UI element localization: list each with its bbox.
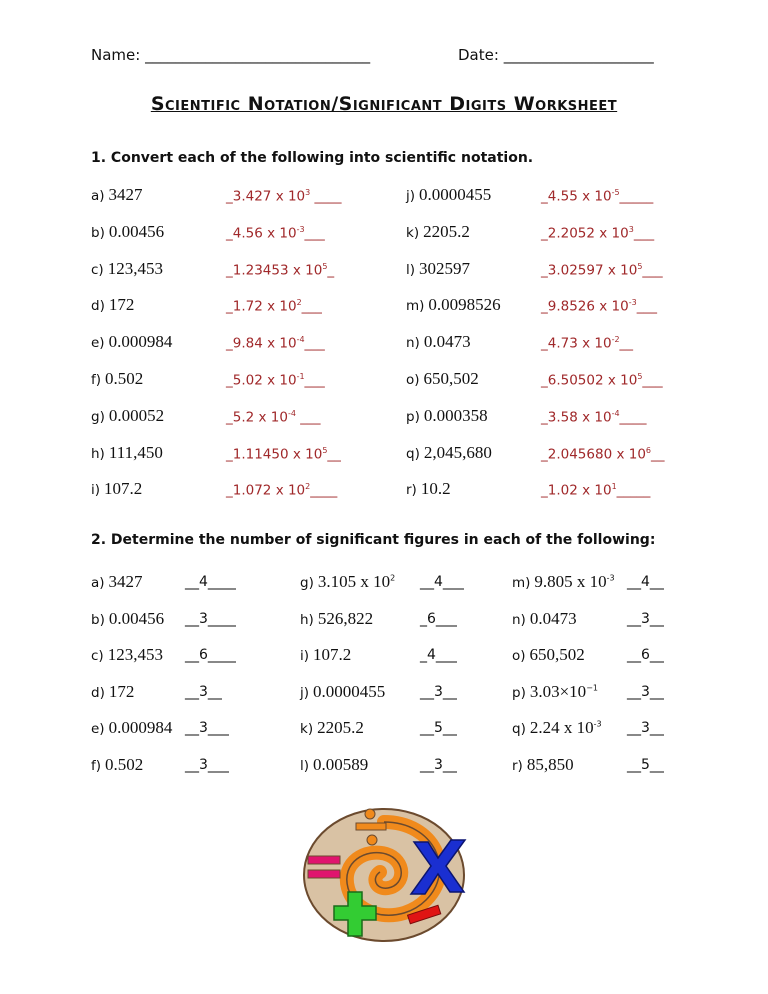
answer-tail: __ [651,446,665,463]
answer-exponent: 3 [628,224,634,234]
answer-base: _6.50502 x 10 [541,372,638,389]
item-label: n) [406,335,420,352]
answer-scientific [226,262,334,279]
answer-base: _5.2 x 10 [226,409,288,426]
convert-item [406,185,491,205]
name-label: Name: [91,46,141,64]
item-number: 0.0098526 [428,295,501,315]
item-number: 0.0473 [423,332,471,352]
item-number: 526,822 [317,608,374,628]
answer-sigfigs: __3__ [420,757,457,773]
answer-base: _9.8526 x 10 [541,298,629,315]
item-exponent: 2 [390,573,396,583]
convert-item [91,406,164,426]
answer-exponent: -1 [296,372,305,381]
answer-exponent: 5 [322,261,328,271]
item-label: a) [91,575,105,591]
item-number: 0.0473 [529,608,577,628]
answer-scientific [226,446,341,463]
item-number: 0.00456 [108,221,165,241]
convert-item [91,369,143,389]
item-label: h) [91,445,105,462]
math-symbols-swirl-icon [296,800,476,945]
answer-exponent: -4 [611,408,620,418]
convert-item [91,295,134,315]
item-label: i) [91,482,101,499]
answer-scientific [226,298,322,315]
item-label: d) [91,684,105,701]
sigfig-item [300,718,364,738]
answer-exponent: 2 [296,298,302,308]
date-field [458,46,654,64]
name-field [91,46,370,64]
convert-item [91,185,143,205]
answer-tail: _ [327,262,335,279]
convert-item [406,443,492,463]
answer-tail: __ [327,446,341,463]
answer-tail: ___ [304,225,325,242]
answer-tail: ___ [301,298,322,315]
answer-tail: ___ [295,409,321,426]
item-label: o) [406,372,420,388]
date-label: Date: [458,46,499,64]
item-number: 0.00052 [108,405,165,425]
item-number: 3427 [108,572,143,591]
item-label: b) [91,224,105,241]
item-label: k) [406,224,420,241]
sigfig-item [91,755,143,775]
item-label: o) [512,648,526,665]
answer-sigfigs: __3____ [185,610,236,627]
sigfig-item [300,755,368,775]
item-label: m) [512,575,531,591]
answer-base: _1.23453 x 10 [226,262,323,279]
item-number: 107.2 [104,479,143,499]
answer-exponent: 3 [305,188,311,197]
item-number: 0.00456 [108,608,165,628]
sigfig-item [512,645,585,665]
item-number: 3.03×10 [529,681,587,701]
item-number: 0.502 [105,369,144,388]
item-number: 302597 [419,258,471,278]
answer-sigfigs: __3__ [627,683,664,700]
answer-base: _4.55 x 10 [541,188,612,205]
answer-scientific [541,482,650,499]
item-label: j) [300,684,310,701]
convert-item [406,406,488,426]
answer-sigfigs: __4__ [627,574,664,590]
answer-base: _2.2052 x 10 [541,225,629,242]
item-label: j) [406,188,416,204]
sigfig-item [91,718,172,738]
answer-base: _3.02597 x 10 [541,262,638,279]
item-number: 2.24 x 10 [529,718,594,738]
item-label: f) [91,372,102,388]
item-label: e) [91,335,105,352]
item-number: 111,450 [108,442,163,462]
answer-tail: ___ [633,225,655,242]
item-label: r) [512,758,523,774]
item-label: i) [300,648,310,665]
answer-base: _3.58 x 10 [541,409,612,426]
sigfig-item [91,682,134,702]
sigfig-item [91,572,143,592]
answer-tail: __ [619,335,634,352]
item-number: 123,453 [107,645,163,665]
item-number: 2205.2 [423,221,470,241]
answer-base: _4.56 x 10 [226,225,297,242]
answer-scientific [541,298,657,315]
convert-item [406,222,470,242]
answer-sigfigs: __3__ [627,610,664,627]
sigfig-item [91,645,163,665]
answer-tail: ___ [304,335,325,352]
sigfig-item [512,718,602,738]
answer-base: _1.02 x 10 [541,482,612,499]
answer-exponent: 1 [611,482,617,492]
item-label: g) [91,408,105,425]
answer-base: _1.11450 x 10 [226,446,323,463]
answer-base: _3.427 x 10 [226,188,306,205]
convert-item [406,479,451,499]
item-label: h) [300,611,314,628]
answer-exponent: -3 [628,298,637,308]
sigfig-item [512,755,574,775]
answer-sigfigs: __5__ [420,720,457,737]
answer-base: _4.73 x 10 [541,335,612,352]
convert-item [406,332,471,352]
item-number: 85,850 [526,755,574,774]
convert-item [91,443,163,463]
answer-sigfigs: __3___ [185,757,229,773]
item-label: c) [91,261,104,278]
item-number: 0.000358 [423,405,488,425]
item-number: 123,453 [107,258,163,278]
answer-sigfigs: __3__ [420,683,457,700]
item-label: r) [406,482,417,499]
section2-heading: 2. Determine the number of significant figures in each of the following: [91,532,656,548]
answer-sigfigs: _6___ [420,610,457,627]
answer-scientific [226,482,337,499]
answer-tail: ____ [310,188,342,205]
item-exponent: -3 [606,573,615,583]
answer-scientific [541,225,654,242]
answer-exponent: -2 [611,335,620,345]
item-number: 107.2 [313,645,352,665]
sigfig-item [91,609,164,629]
answer-sigfigs: __4___ [420,574,464,590]
answer-tail: ____ [310,482,338,499]
answer-exponent: -3 [296,224,305,234]
answer-exponent: -5 [611,188,620,197]
answer-tail: _____ [616,482,651,499]
answer-scientific [226,335,325,352]
answer-scientific [541,446,665,463]
item-number: 3427 [108,185,143,204]
answer-sigfigs: __3___ [185,720,229,737]
convert-item [91,332,172,352]
item-label: p) [512,684,526,701]
answer-exponent: -4 [296,335,305,345]
item-label: f) [91,758,102,774]
item-label: l) [406,261,416,278]
convert-item [91,259,163,279]
item-number: 10.2 [420,479,451,499]
convert-item [91,222,164,242]
answer-tail: ____ [619,409,647,426]
answer-sigfigs: __5__ [627,757,664,773]
answer-sigfigs: _4___ [420,647,457,664]
answer-exponent: 5 [637,261,643,271]
convert-item [91,479,142,499]
item-exponent: -3 [593,720,602,730]
item-number: 3.105 x 10 [317,572,391,591]
sigfig-item [512,609,577,629]
sigfig-item [300,682,385,702]
answer-scientific [541,409,647,426]
item-number: 0.00589 [313,755,369,774]
item-label: n) [512,611,526,628]
item-label: q) [512,721,526,738]
answer-scientific [226,188,342,205]
sigfig-item [512,682,598,702]
item-label: k) [300,721,314,738]
item-number: 0.0000455 [313,681,386,701]
answer-scientific [541,335,633,352]
answer-scientific [541,188,653,205]
answer-sigfigs: __3__ [185,683,222,700]
sigfig-item [300,609,373,629]
answer-sigfigs: __4____ [185,574,236,590]
item-number: 2205.2 [317,718,364,738]
answer-tail: ___ [636,298,657,315]
item-label: a) [91,188,105,204]
answer-scientific [226,409,321,426]
item-number: 650,502 [423,369,479,388]
item-label: g) [300,575,314,591]
answer-exponent: 2 [305,482,311,492]
item-number: 0.000984 [108,332,173,352]
answer-scientific [541,262,663,279]
name-line: ______________________________ [145,46,371,64]
item-label: m) [406,298,425,315]
item-number: 172 [108,295,135,315]
answer-base: _2.045680 x 10 [541,446,646,463]
convert-item [406,369,479,389]
answer-base: _1.072 x 10 [226,482,306,499]
answer-base: _9.84 x 10 [226,335,297,352]
item-number: 0.0000455 [419,185,492,204]
item-label: p) [406,408,420,425]
answer-sigfigs: __3__ [627,720,664,737]
section1-heading: 1. Convert each of the following into scientific notation. [91,150,534,166]
answer-tail: ___ [642,262,663,279]
item-exponent: −1 [586,683,598,693]
item-label: c) [91,648,104,665]
item-number: 172 [108,681,135,701]
answer-base: _1.72 x 10 [226,298,297,315]
sigfig-item [300,572,395,592]
convert-item [406,259,470,279]
answer-exponent: 5 [322,445,328,455]
answer-exponent: -4 [287,408,296,418]
item-number: 9.805 x 10 [534,572,607,591]
item-number: 0.502 [105,755,144,774]
answer-tail: _____ [619,188,654,205]
date-line: ____________________ [503,46,654,64]
answer-sigfigs: __6____ [185,647,236,664]
answer-base: _5.02 x 10 [226,372,297,389]
item-number: 650,502 [529,645,585,665]
answer-exponent: 5 [637,372,643,381]
item-number: 0.000984 [108,718,173,738]
item-label: q) [406,445,420,462]
sigfig-item [300,645,351,665]
answer-scientific [541,372,663,389]
item-label: e) [91,721,105,738]
answer-scientific [226,372,325,389]
item-label: l) [300,758,310,774]
answer-tail: ___ [304,372,325,389]
answer-scientific [226,225,325,242]
convert-item [406,295,501,315]
answer-exponent: 6 [645,445,652,455]
item-number: 2,045,680 [423,442,492,462]
sigfig-item [512,572,615,592]
answer-sigfigs: __6__ [627,647,664,664]
item-label: b) [91,611,105,628]
item-label: d) [91,298,105,315]
worksheet-title: Scientific Notation/Significant Digits Worksheet [150,93,618,115]
answer-tail: ___ [642,372,663,389]
